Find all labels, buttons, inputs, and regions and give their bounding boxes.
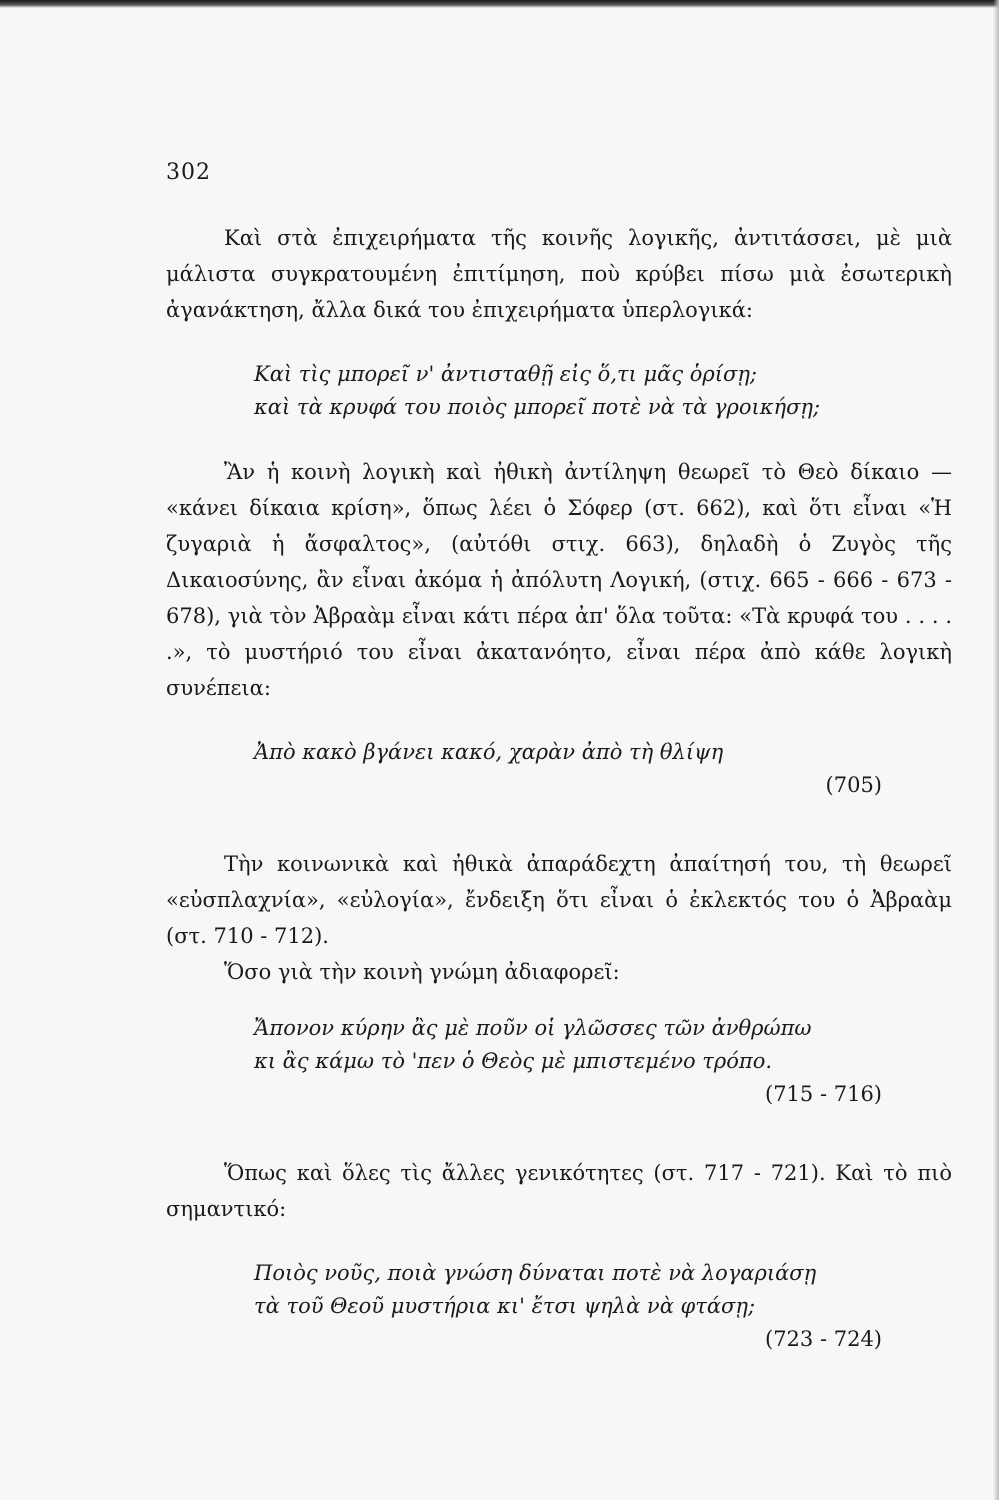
verse-3-reference: (715 - 716) <box>765 1082 882 1106</box>
page-number: 302 <box>166 160 211 185</box>
verse-3-line-1: Ἄπονον κύρην ἂς μὲ ποῦν οἱ γλῶσσες τῶν ἀνθρώπω <box>254 1016 812 1040</box>
verse-2-reference: (705) <box>825 773 882 797</box>
verse-4-line-2: τὰ τοῦ Θεοῦ μυστήρια κι' ἔτσι ψηλὰ νὰ φτάσῃ; <box>254 1294 756 1318</box>
verse-2-line-1: Ἀπὸ κακὸ βγάνει κακό, χαρὰν ἀπὸ τὴ θλίψη <box>254 740 724 764</box>
page-top-edge <box>0 0 999 8</box>
paragraph-5: Ὅπως καὶ ὅλες τὶς ἄλλες γενικότητες (στ. 717 - 721). Καὶ τὸ πιὸ σημαντικό: <box>166 1161 952 1221</box>
paragraph-2: Ἂν ἡ κοινὴ λογικὴ καὶ ἠθικὴ ἀντίληψη θεωρεῖ τὸ Θεὸ δίκαιο — «κάνει δίκαια κρίση», ὅπως λέει ὁ Σόφερ (στ. 662), καὶ ὅτι εἶναι «Ἡ ζυγαριὰ ἡ ἄσφαλτος», (αὐτόθι στιχ. 663), δηλαδὴ ὁ Ζυγὸς τῆς Δικαιοσύνης, ἂν εἶναι ἀκόμα ἡ ἀπόλυτη Λογική, (στιχ. 665 - 666 - 673 - 678), γιὰ τὸν Ἀβραὰμ εἶναι κάτι πέρα ἀπ' ὅλα τοῦτα: «Τὰ κρυφά του . . . . .», τὸ μυστήριό του εἶναι ἀκατανόητο, εἶναι πέρα ἀπὸ κάθε λογικὴ συνέπεια: <box>166 460 952 700</box>
verse-1-line-1: Καὶ τὶς μπορεῖ ν' ἀντισταθῇ εἰς ὅ,τι μᾶς ὁρίσῃ; <box>254 362 757 386</box>
paragraph-3: Τὴν κοινωνικὰ καὶ ἠθικὰ ἀπαράδεχτη ἀπαίτησή του, τὴ θεωρεῖ «εὐσπλαχνία», «εὐλογία», ἔνδειξη ὅτι εἶναι ὁ ἐκλεκτός του ὁ Ἀβραὰμ (στ. 710 - 712). <box>166 852 952 948</box>
page-right-edge <box>993 0 999 1500</box>
paragraph-1: Καὶ στὰ ἐπιχειρήματα τῆς κοινῆς λογικῆς, ἀντιτάσσει, μὲ μιὰ μάλιστα συγκρατουμένη ἐπιτίμηση, ποὺ κρύβει πίσω μιὰ ἐσωτερικὴ ἀγανάκτηση, ἄλλα δικά του ἐπιχειρήματα ὑπερλογικά: <box>166 226 952 322</box>
verse-3-line-2: κι ἂς κάμω τὸ 'πεν ὁ Θεὸς μὲ μπιστεμένο τρόπο. <box>254 1049 773 1073</box>
verse-4-reference: (723 - 724) <box>765 1327 882 1351</box>
verse-4-line-1: Ποιὸς νοῦς, ποιὰ γνώση δύναται ποτὲ νὰ λογαριάσῃ <box>254 1261 817 1285</box>
page-body <box>166 220 952 1356</box>
verse-1-line-2: καὶ τὰ κρυφά του ποιὸς μπορεῖ ποτὲ νὰ τὰ γροικήσῃ; <box>254 395 821 419</box>
paragraph-4: Ὅσο γιὰ τὴν κοινὴ γνώμη ἀδιαφορεῖ: <box>224 960 620 984</box>
